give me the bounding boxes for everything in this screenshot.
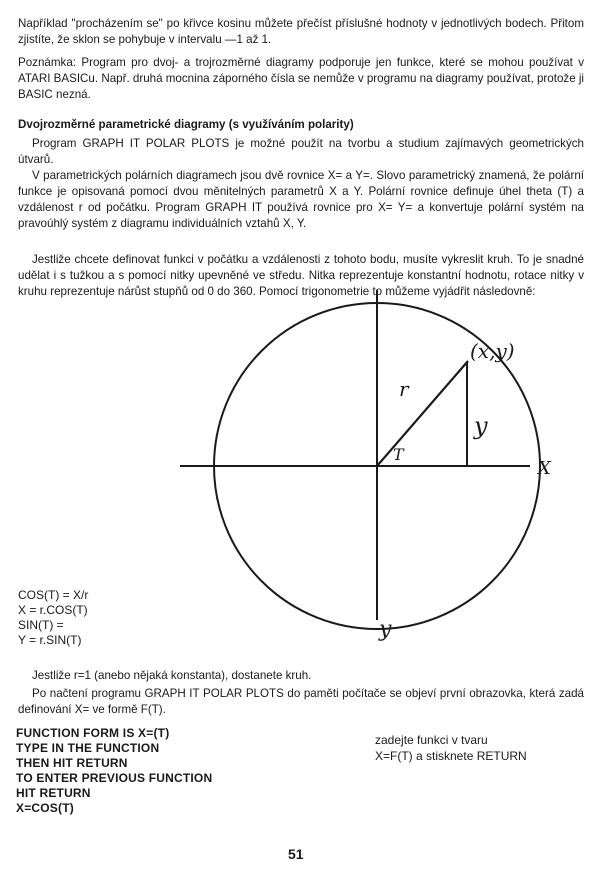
equation-cos: COS(T) = X/r — [18, 588, 89, 602]
program-screen-text — [16, 726, 212, 816]
paragraph-constant: Jestliže r=1 (anebo nějaká konstanta), dostanete kruh. — [32, 669, 312, 682]
angle-label: T — [393, 445, 404, 464]
paragraph-screen: Po načtení programu GRAPH IT POLAR PLOTS do paměti počítače se objeví první obrazovka, která zadá definování X= ve formě F(T). — [18, 687, 584, 716]
radius-label: r — [399, 377, 409, 401]
paragraph-circle: Jestliže chcete definovat funkci v počátku a vzdálenosti z tohoto bodu, musíte vykreslit kruh. To je snadné udělat i s tužkou a s pomocí nitky upevněné ve středu. Nitka reprezentuje konstantní hodnotu, rotace nitky v kruhu reprezentuje nárůst stupňů od 0 do 360. Pomocí trigonometrie to můžeme vyjádřit následovně: — [18, 253, 584, 298]
equation-y: Y = r.SIN(T) — [18, 633, 82, 647]
x-axis-label: X — [538, 458, 551, 479]
code-line: HIT RETURN — [16, 786, 91, 800]
equation-sin: SIN(T) = — [18, 618, 64, 632]
code-line: THEN HIT RETURN — [16, 756, 128, 770]
equation-x: X = r.COS(T) — [18, 603, 88, 617]
section-heading: Dvojrozměrné parametrické diagramy (s využíváním polarity) — [18, 118, 354, 131]
paragraph-cosine-walk: Například "procházením se" po křivce kosinu můžete přečíst příslušné hodnoty v jednotlivých bodech. Přitom zjistíte, že sklon se pohybuje v intervalu —1 až 1. — [18, 17, 584, 46]
page-number: 51 — [288, 846, 304, 862]
side-note-line: X=F(T) a stisknete RETURN — [375, 749, 527, 763]
paragraph-intro: Program GRAPH IT POLAR PLOTS je možné použít na tvorbu a studium zajímavých geometrických útvarů. — [18, 137, 584, 166]
code-line: TYPE IN THE FUNCTION — [16, 741, 160, 755]
side-note-line: zadejte funkci v tvaru — [375, 733, 488, 747]
paragraph-note: Poznámka: Program pro dvoj- a trojrozměrné diagramy podporuje jen funkce, které se mohou používat v ATARI BASICu. Např. druhá mocnina záporného čísla se nemůže v programu na diagramy používat, protože ji BASIC nezná. — [18, 56, 585, 101]
code-line: X=COS(T) — [16, 801, 74, 815]
code-line: TO ENTER PREVIOUS FUNCTION — [16, 771, 213, 785]
side-note — [375, 732, 527, 764]
point-label: (x,y) — [470, 339, 515, 363]
height-label: y — [474, 412, 488, 440]
y-axis-label: y — [379, 617, 392, 642]
code-line: FUNCTION FORM IS X=(T) — [16, 726, 170, 740]
radius-line — [377, 361, 468, 466]
paragraph-parametric: V parametrických polárních diagramech jsou dvě rovnice X= a Y=. Slovo parametrický znamená, že polární funkce je opisovaná pomocí dvou měnitelných parametrů X a Y. Polární rovnice definuje úhel theta (T) a vzdálenost r od počátku. Program GRAPH IT používá rovnice pro X= Y= a konvertuje polární systém na pravoúhlý systém z diagramu individuálních vztahů X, Y. — [18, 169, 584, 230]
